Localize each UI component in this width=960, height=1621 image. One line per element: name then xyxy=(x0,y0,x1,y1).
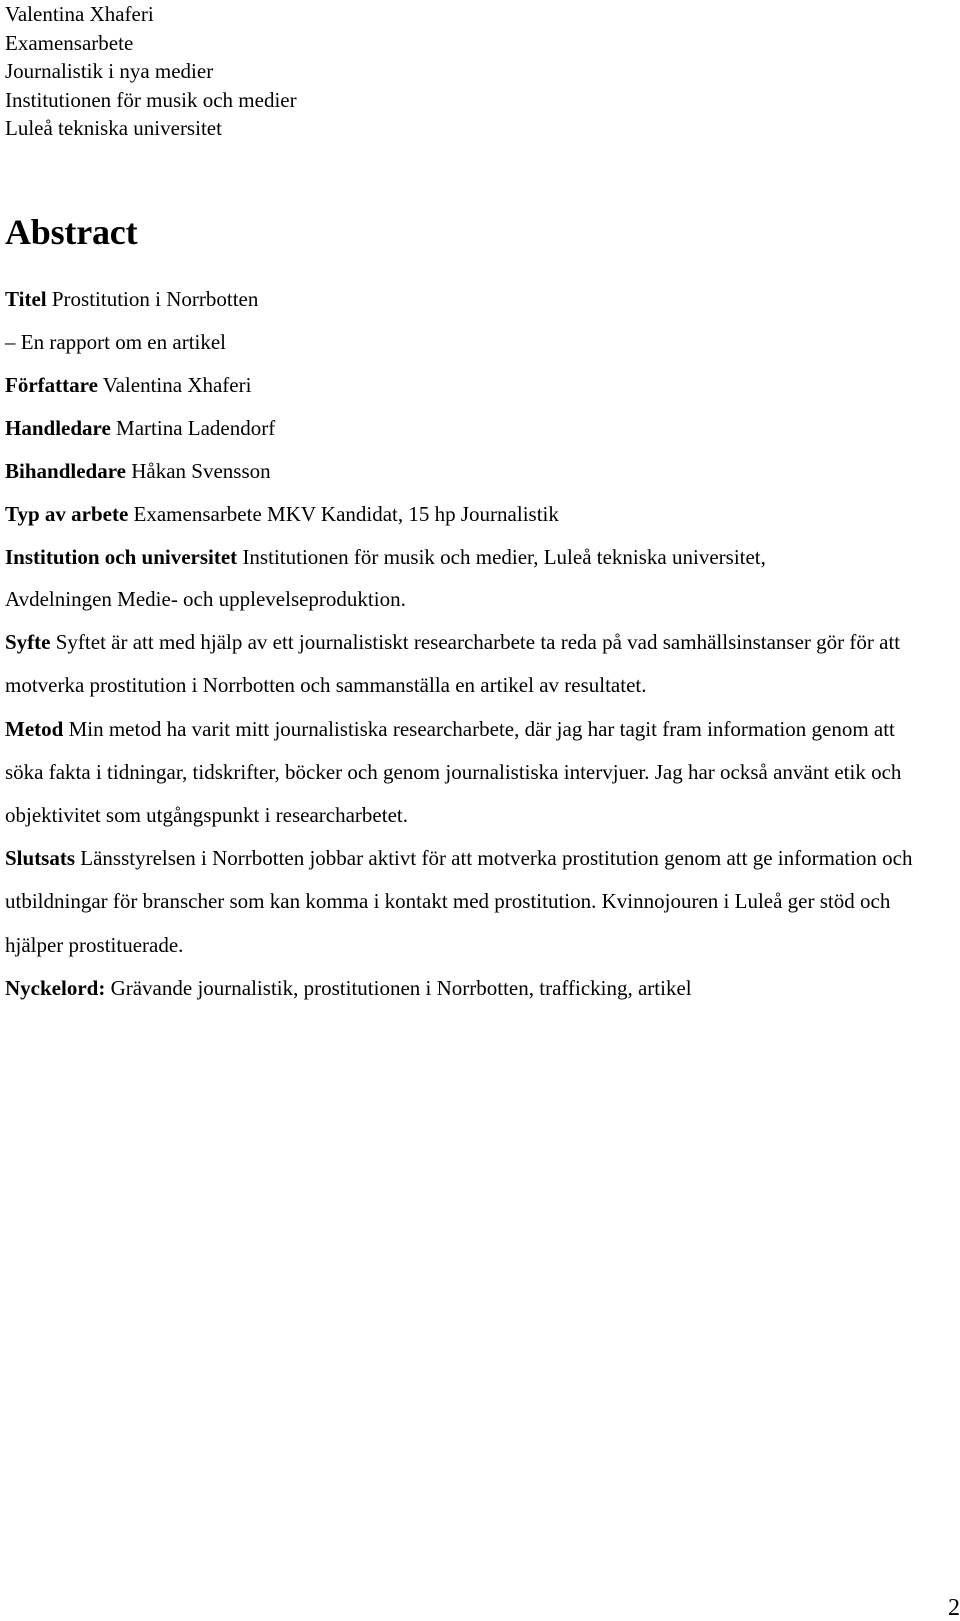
meta-worktype-line xyxy=(5,493,766,536)
purpose-paragraph xyxy=(5,621,930,707)
keywords-paragraph xyxy=(5,967,930,1010)
method-text: Min metod ha varit mitt journalistiska researcharbete, där jag har tagit fram information genom att söka fakta i tidningar, tidskrifter, böcker och genom journalistiska intervjuer. Jag har också använt etik och objektivitet som utgångspunkt i researcharbetet. xyxy=(5,716,902,828)
conclusion-label: Slutsats xyxy=(5,846,76,871)
meta-worktype-value: Examensarbete MKV Kandidat, 15 hp Journalistik xyxy=(133,502,559,526)
meta-author-line xyxy=(5,364,766,407)
meta-cosupervisor-line xyxy=(5,450,766,493)
meta-supervisor-line xyxy=(5,407,766,450)
meta-cosupervisor-label: Bihandledare xyxy=(5,459,126,483)
meta-subtitle: – En rapport om en artikel xyxy=(5,330,227,354)
purpose-label: Syfte xyxy=(5,630,51,655)
purpose-text: Syftet är att med hjälp av ett journalistiskt researcharbete ta reda på vad samhällsinstanser gör för att motverka prostitution i Norrbotten och sammanställa en artikel av resultatet. xyxy=(5,630,901,698)
header-department: Institutionen för musik och medier xyxy=(5,87,297,112)
abstract-metadata xyxy=(5,278,766,579)
meta-cosupervisor-value: Håkan Svensson xyxy=(131,459,271,483)
meta-worktype-label: Typ av arbete xyxy=(5,502,129,526)
meta-author-value: Valentina Xhaferi xyxy=(102,373,252,397)
meta-title-value: Prostitution i Norrbotten xyxy=(51,287,259,311)
meta-institution-label: Institution och universitet xyxy=(5,545,238,569)
abstract-body xyxy=(5,578,930,1010)
page-number: 2 xyxy=(948,1595,960,1621)
header-thesis-type: Examensarbete xyxy=(5,30,134,55)
method-paragraph xyxy=(5,708,930,838)
document-header xyxy=(5,0,297,143)
institution-continuation: Avdelningen Medie- och upplevelseproduktion. xyxy=(5,587,406,611)
meta-title-label: Titel xyxy=(5,287,47,311)
meta-institution-line xyxy=(5,536,766,579)
conclusion-paragraph xyxy=(5,837,930,967)
header-program: Journalistik i nya medier xyxy=(5,59,214,83)
meta-author-label: Författare xyxy=(5,373,98,397)
keywords-label: Nyckelord: xyxy=(5,975,106,1000)
header-university: Luleå tekniska universitet xyxy=(5,116,222,140)
method-label: Metod xyxy=(5,716,64,741)
conclusion-text: Länsstyrelsen i Norrbotten jobbar aktivt för att motverka prostitution genom att ge information och utbildningar för branscher som kan komma i kontakt med prostitution. Kvinnojouren i Luleå ger stöd och hjälper prostituerade. xyxy=(5,846,913,957)
meta-title-line xyxy=(5,278,766,321)
keywords-text: Grävande journalistik, prostitutionen i Norrbotten, trafficking, artikel xyxy=(110,975,692,1000)
abstract-heading: Abstract xyxy=(5,212,138,252)
header-author: Valentina Xhaferi xyxy=(5,2,154,26)
meta-supervisor-value: Martina Ladendorf xyxy=(116,416,276,440)
meta-institution-value-1: Institutionen för musik och medier, Luleå tekniska universitet, xyxy=(242,545,766,569)
meta-supervisor-label: Handledare xyxy=(5,416,111,440)
